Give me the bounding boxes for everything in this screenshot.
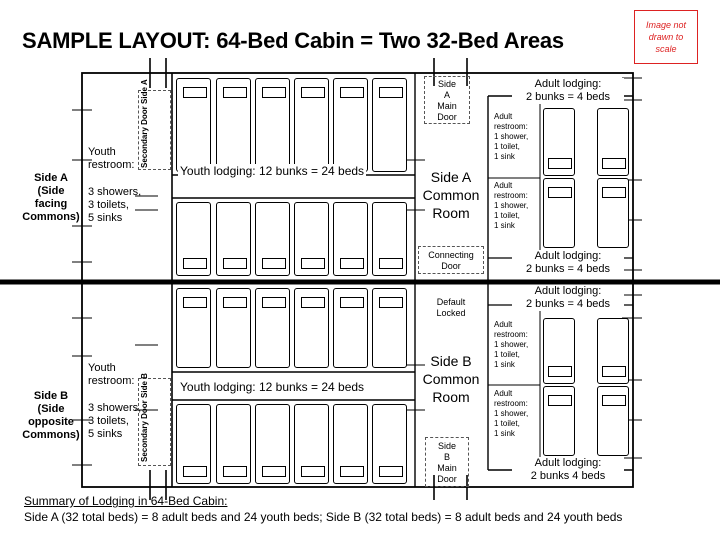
pillow-icon <box>379 87 403 98</box>
secondary-door-side-b-label: Secondary Door Side B <box>140 373 149 462</box>
side-b-adult-restroom-2: Adult restroom: 1 shower, 1 toilet, 1 sink <box>494 389 529 438</box>
pillow-icon <box>223 297 247 308</box>
summary-line: Side A (32 total beds) = 8 adult beds and 24 youth beds; Side B (32 total beds) = 8 adult beds and 24 youth beds <box>24 510 623 524</box>
youth-bunk-a-bottom <box>294 202 329 276</box>
side-b-adult-restroom-1: Adult restroom: 1 shower, 1 toilet, 1 sink <box>494 320 529 369</box>
side-a-common-room: Side A Common Room <box>422 169 480 221</box>
adult-bunk-b-3 <box>543 386 575 456</box>
side-b-main-door: Side B Main Door <box>425 437 469 487</box>
youth-bunk-b-bottom <box>216 404 251 484</box>
adult-bunk-a-4 <box>597 178 629 248</box>
pillow-icon <box>340 258 364 269</box>
youth-bunk-b-bottom <box>294 404 329 484</box>
youth-bunk-b-bottom <box>333 404 368 484</box>
youth-bunk-b-top <box>176 288 211 368</box>
pillow-icon <box>379 466 403 477</box>
youth-bunk-a-top <box>255 78 290 172</box>
pillow-icon <box>301 297 325 308</box>
adult-bunk-a-1 <box>543 108 575 176</box>
pillow-icon <box>340 466 364 477</box>
pillow-icon <box>223 466 247 477</box>
pillow-icon <box>602 366 626 377</box>
diagram-title: SAMPLE LAYOUT: 64-Bed Cabin = Two 32-Bed Areas <box>22 28 564 53</box>
side-b-adult-lodging-bottom: Adult lodging: 2 bunks 4 beds <box>512 457 624 483</box>
youth-bunk-b-bottom <box>255 404 290 484</box>
pillow-icon <box>262 258 286 269</box>
connecting-door: Connecting Door <box>418 246 484 274</box>
youth-bunk-a-top <box>294 78 329 172</box>
pillow-icon <box>183 297 207 308</box>
summary-heading: Summary of Lodging in 64-Bed Cabin: <box>24 494 228 508</box>
stamp-text: Image not drawn to scale <box>645 20 687 54</box>
pillow-icon <box>262 87 286 98</box>
default-locked-label: Default Locked <box>426 297 476 319</box>
pillow-icon <box>602 187 626 198</box>
youth-bunk-a-top <box>372 78 407 172</box>
youth-bunk-b-top <box>294 288 329 368</box>
youth-bunk-a-bottom <box>333 202 368 276</box>
pillow-icon <box>183 258 207 269</box>
pillow-icon <box>548 395 572 406</box>
adult-bunk-b-1 <box>543 318 575 384</box>
youth-bunk-b-top <box>372 288 407 368</box>
secondary-door-side-a-label: Secondary Door Side A <box>140 79 149 168</box>
pillow-icon <box>223 87 247 98</box>
pillow-icon <box>379 258 403 269</box>
youth-bunk-a-top <box>333 78 368 172</box>
side-a-adult-restroom-2: Adult restroom: 1 shower, 1 toilet, 1 sink <box>494 181 529 230</box>
pillow-icon <box>602 395 626 406</box>
side-b-label: Side B (Side opposite Commons) <box>22 390 80 441</box>
pillow-icon <box>183 466 207 477</box>
youth-bunk-a-bottom <box>255 202 290 276</box>
side-a-adult-lodging-bottom: Adult lodging: 2 bunks = 4 beds <box>512 250 624 276</box>
side-a-label: Side A (Side facing Commons) <box>22 172 80 223</box>
pillow-icon <box>379 297 403 308</box>
youth-bunk-a-top <box>216 78 251 172</box>
youth-bunk-b-bottom <box>176 404 211 484</box>
pillow-icon <box>301 466 325 477</box>
side-b-adult-lodging-top: Adult lodging: 2 bunks = 4 beds <box>512 285 624 311</box>
youth-bunk-b-top <box>333 288 368 368</box>
youth-bunk-b-bottom <box>372 404 407 484</box>
youth-bunk-a-top <box>176 78 211 172</box>
pillow-icon <box>301 87 325 98</box>
pillow-icon <box>548 187 572 198</box>
youth-restroom-b-label: Youth restroom: <box>88 362 135 387</box>
pillow-icon <box>301 258 325 269</box>
pillow-icon <box>548 158 572 169</box>
adult-bunk-a-3 <box>543 178 575 248</box>
side-a-main-door: Side A Main Door <box>424 76 470 124</box>
pillow-icon <box>340 297 364 308</box>
youth-bunk-b-top <box>216 288 251 368</box>
youth-lodging-a-label: Youth lodging: 12 bunks = 24 beds <box>180 164 365 178</box>
pillow-icon <box>262 466 286 477</box>
youth-restroom-b-fixtures: 3 showers, 3 toilets, 5 sinks <box>88 402 142 440</box>
youth-bunk-b-top <box>255 288 290 368</box>
pillow-icon <box>340 87 364 98</box>
side-b-common-room: Side B Common Room <box>422 353 480 405</box>
adult-bunk-a-2 <box>597 108 629 176</box>
pillow-icon <box>262 297 286 308</box>
pillow-icon <box>548 366 572 377</box>
adult-bunk-b-2 <box>597 318 629 384</box>
side-a-adult-restroom-1: Adult restroom: 1 shower, 1 toilet, 1 sink <box>494 112 529 161</box>
pillow-icon <box>183 87 207 98</box>
youth-bunk-a-bottom <box>372 202 407 276</box>
youth-restroom-a-label: Youth restroom: <box>88 146 135 171</box>
side-a-adult-lodging-top: Adult lodging: 2 bunks = 4 beds <box>512 78 624 104</box>
pillow-icon <box>602 158 626 169</box>
adult-bunk-b-4 <box>597 386 629 456</box>
youth-restroom-a-fixtures: 3 showers, 3 toilets, 5 sinks <box>88 186 142 224</box>
pillow-icon <box>223 258 247 269</box>
youth-bunk-a-bottom <box>176 202 211 276</box>
youth-lodging-b-label: Youth lodging: 12 bunks = 24 beds <box>180 380 365 394</box>
youth-bunk-a-bottom <box>216 202 251 276</box>
